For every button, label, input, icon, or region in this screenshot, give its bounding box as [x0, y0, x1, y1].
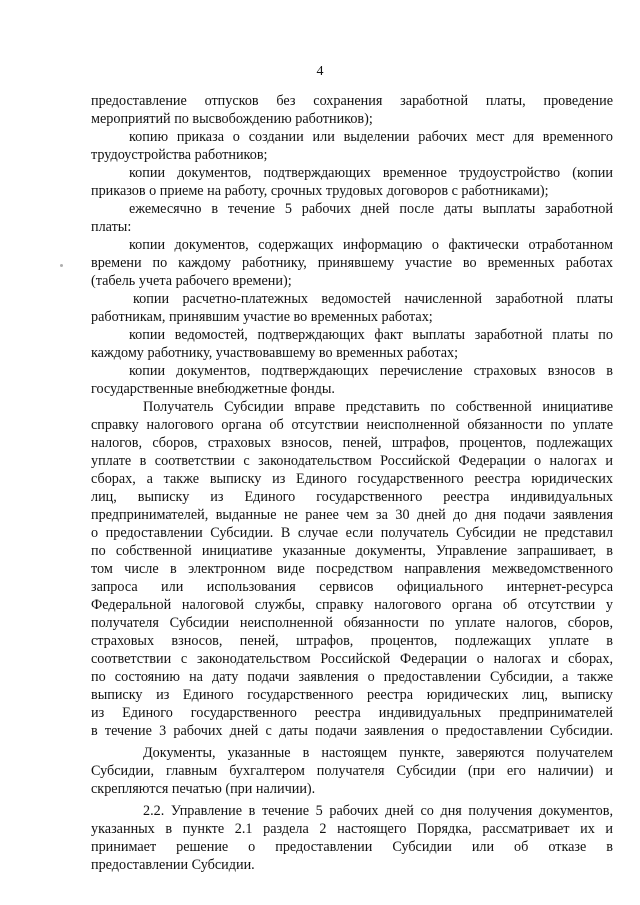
- text-line: по состоянию на дату подачи заявления о предоставлении Субсидии, а также: [91, 669, 613, 685]
- text-line: лиц, выписку из Единого государственного реестра индивидуальных: [91, 489, 613, 505]
- text-line: трудоустройства работников;: [91, 147, 268, 163]
- text-line: соответствии с законодательством Российской Федерации о налогах и сборах,: [91, 651, 613, 667]
- text-line: каждому работнику, участвовавшему во временных работах;: [91, 345, 459, 361]
- text-line: о предоставлении Субсидии. В случае если получатель Субсидии не представил: [91, 525, 613, 541]
- text-line: платы:: [91, 219, 132, 235]
- text-line: по собственной инициативе указанные документы, Управление запрашивает, в: [91, 543, 613, 559]
- text-line: принимает решение о предоставлении Субсидии или об отказе в: [91, 839, 613, 855]
- text-line: приказов о приеме на работу, срочных трудовых договоров с работниками);: [91, 183, 549, 199]
- document-body: [91, 92, 613, 874]
- text-line: копии документов, содержащих информацию о фактически отработанном: [129, 237, 613, 253]
- page-number: 4: [316, 64, 324, 79]
- text-line: государственные внебюджетные фонды.: [91, 381, 335, 397]
- text-line: запроса или использования сервисов официального интернет-ресурса: [91, 579, 613, 595]
- text-line: страховых взносов, пеней, штрафов, процентов, подлежащих уплате в: [91, 633, 613, 649]
- text-line: том числе в электронном виде посредством направления межведомственного: [91, 561, 613, 577]
- text-line: сборах, а также выписку из Единого государственного реестра юридических: [91, 471, 613, 487]
- text-line: предоставление отпусков без сохранения заработной платы, проведение: [91, 93, 613, 109]
- scan-speck: [60, 264, 63, 267]
- text-line: копии расчетно-платежных ведомостей начисленной заработной платы: [133, 291, 613, 307]
- text-line: (табель учета рабочего времени);: [91, 273, 292, 289]
- text-line: копию приказа о создании или выделении рабочих мест для временного: [129, 129, 613, 145]
- text-line: Документы, указанные в настоящем пункте, заверяются получателем: [143, 745, 613, 761]
- text-line: получателя Субсидии неисполненной обязанности по уплате налогов, сборов,: [91, 615, 613, 631]
- text-line: ежемесячно в течение 5 рабочих дней после даты выплаты заработной: [129, 201, 613, 217]
- text-line: времени по каждому работнику, принявшему участие во временных работах: [91, 255, 613, 271]
- text-line: налогов, сборов, страховых взносов, пеней, штрафов, процентов, подлежащих: [91, 435, 613, 451]
- text-line: предпринимателей, выданные не ранее чем за 30 дней до дня подачи заявления: [91, 507, 613, 523]
- text-line: скрепляются печатью (при наличии).: [91, 781, 316, 797]
- text-line: Федеральной налоговой службы, справку налогового органа об отсутствии у: [91, 597, 613, 613]
- text-line: Субсидии, главным бухгалтером получателя Субсидии (при его наличии) и: [91, 763, 613, 779]
- text-line: справку налогового органа об отсутствии неисполненной обязанности по уплате: [91, 417, 613, 433]
- text-line: копии ведомостей, подтверждающих факт выплаты заработной платы по: [129, 327, 613, 343]
- text-line: работникам, принявшим участие во временных работах;: [91, 309, 433, 325]
- text-line: выписку из Единого государственного реестра юридических лиц, выписку: [91, 687, 613, 703]
- text-line: в течение 3 рабочих дней с даты подачи заявления о предоставлении Субсидии.: [91, 723, 613, 739]
- text-line: копии документов, подтверждающих временное трудоустройство (копии: [129, 165, 613, 181]
- text-line: предоставлении Субсидии.: [91, 857, 255, 873]
- text-line: 2.2. Управление в течение 5 рабочих дней со дня получения документов,: [143, 803, 613, 819]
- text-line: из Единого государственного реестра индивидуальных предпринимателей: [91, 705, 613, 721]
- text-line: Получатель Субсидии вправе представить по собственной инициативе: [143, 399, 613, 415]
- text-line: мероприятий по высвобождению работников);: [91, 111, 373, 127]
- text-line: уплате в соответствии с законодательством Российской Федерации о налогах и: [91, 453, 613, 469]
- text-line: копии документов, подтверждающих перечисление страховых взносов в: [129, 363, 613, 379]
- text-line: указанных в пункте 2.1 раздела 2 настоящего Порядка, рассматривает их и: [91, 821, 613, 837]
